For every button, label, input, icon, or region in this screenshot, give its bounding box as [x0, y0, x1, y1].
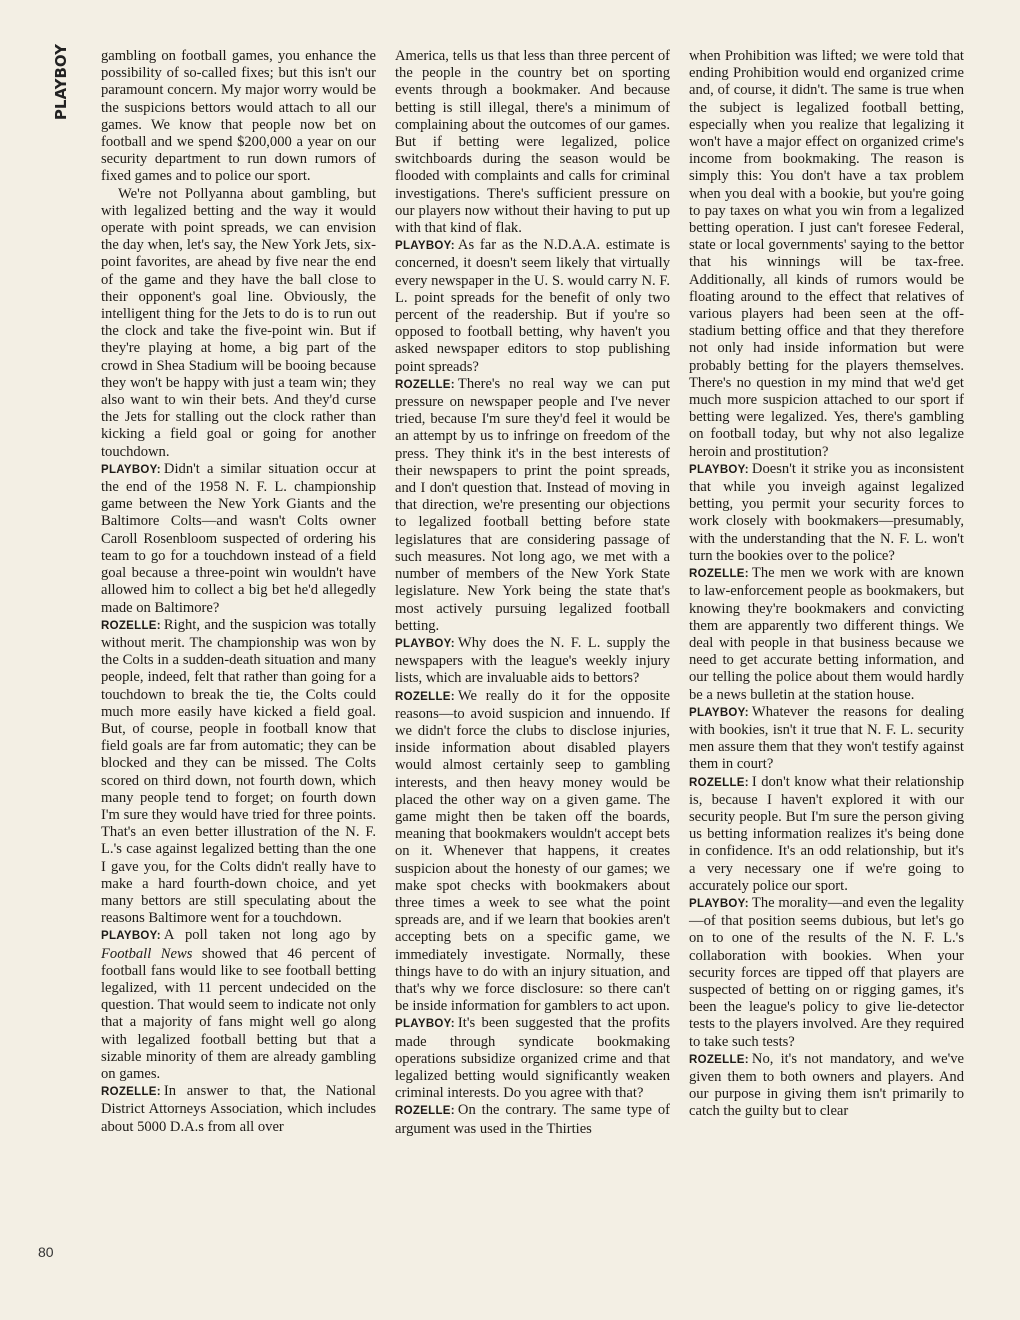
answer: [395, 1102, 670, 1137]
speaker-label: ROZELLE:: [689, 776, 749, 789]
text-column-1: [101, 48, 376, 1136]
question-text: A poll taken not long ago by: [163, 927, 376, 944]
question: [395, 1015, 670, 1102]
paragraph: America, tells us that less than three percent of the people in the country bet on sporting events through a bookmaker. And because betting is still illegal, there's a minimum of complaining about the outcomes of our games. But if betting were legalized, police switchboards during the season would be flooded with complaints and calls for criminal investigations. There's sufficient pressure on our players now without their having to put up with that kind of flak.: [395, 48, 670, 237]
question-text: It's been suggested that the profits made through syndicate bookmaking operations subsidize organized crime and that legalized betting would significantly weaken criminal interests. Do you agree with that?: [395, 1015, 670, 1102]
answer: [395, 688, 670, 1016]
speaker-label: ROZELLE:: [101, 619, 161, 632]
speaker-label: PLAYBOY:: [101, 930, 161, 943]
speaker-label: PLAYBOY:: [101, 463, 161, 476]
question: [395, 635, 670, 688]
answer-text: We really do it for the opposite reasons—to avoid suspicion and innuendo. If we didn't force the clubs to disclose injuries, inside information about disabled players would almost certainly seep to gambling interests, and then heavy money would be placed the other way on a given game. The game might then be taken off the boards, meaning that bookmakers wouldn't accept bets on it. Whenever that happens, it creates suspicion about the honesty of our games; we make spot checks with bookmakers about three times a week to see what the point spreads are, and if we learn that bookies aren't accepting bets on a specific game, we immediately investigate. Normally, these things have to do with an injury situation, and that's why we force disclosure: so there can't be inside information for gamblers to act upon.: [395, 687, 670, 1015]
question: [101, 927, 376, 1083]
speaker-label: PLAYBOY:: [395, 1018, 455, 1031]
publication-title: Football News: [101, 945, 193, 962]
text-column-2: [395, 48, 670, 1138]
text-column-3: [689, 48, 964, 1121]
answer: [689, 774, 964, 895]
answer-text: There's no real way we can put pressure on newspaper people and I've never tried, because I'm sure they'd feel it would be an attempt by us to infringe on freedom of the press. They think it's in the best interests of their newspapers to print the point spreads, and I don't question that. Instead of moving in that direction, we're presenting our objections to legalized football betting before state legislatures that are considering passage of such measures. Not long ago, we met with a number of members of the New York State legislature. New York being the state that's most actively pursuing legalized football betting.: [395, 375, 670, 634]
answer: [689, 565, 964, 704]
speaker-label: PLAYBOY:: [395, 637, 455, 650]
answer: [689, 1051, 964, 1121]
paragraph: when Prohibition was lifted; we were told that ending Prohibition would end organized crime and, of course, it didn't. The same is true when the subject is legalized football betting, especially when you realize that legalizing it won't have a major effect on organized crime's income from bookmaking. The reason is simply this: You don't have a tax problem when you deal with a bookie, but you're going to pay taxes on what you win from a legalized betting operation. I just can't foresee Federal, state or local governments' saying to the bettor that his winnings will be tax-free. Additionally, all kinds of rumors would be floating around to the effect that relatives of various players had been seen at the off-stadium betting office and that they therefore not only had inside information but were probably betting for the players themselves. There's no question in my mind that we'd get much more suspicion attached to our sport if betting were legalized. Yes, there's gambling on football today, but why not also legalize heroin and prostitution?: [689, 48, 964, 460]
question-text: As far as the N.D.A.A. estimate is concerned, it doesn't seem likely that virtually every newspaper in the U. S. would carry N. F. L. point spreads for the benefit of only two percent of the readership. But if you're so opposed to football betting, why haven't you asked newspaper editors to stop publishing point spreads?: [395, 237, 670, 375]
question: [101, 461, 376, 617]
question-text: Didn't a similar situation occur at the end of the 1958 N. F. L. championship game between the New York Giants and the Baltimore Colts—and wasn't Colts owner Caroll Rosenbloom suspected of ordering his team to go for a touchdown instead of a field goal because a three-point win wouldn't have allowed him to collect a big bet he'd allegedly made on Baltimore?: [101, 460, 376, 616]
answer-text: In answer to that, the National District Attorneys Association, which includes about 5000 D.A.s from all over: [101, 1083, 376, 1135]
speaker-label: ROZELLE:: [101, 1086, 161, 1099]
speaker-label: ROZELLE:: [395, 378, 455, 391]
speaker-label: PLAYBOY:: [395, 240, 455, 253]
answer-text: On the contrary. The same type of argument was used in the Thirties: [395, 1102, 670, 1137]
speaker-label: ROZELLE:: [395, 690, 455, 703]
answer: [395, 376, 670, 635]
paragraph: gambling on football games, you enhance the possibility of so-called fixes; but this isn't our paramount concern. My major worry would be the suspicions bettors would attach to all our games. We know that people now bet on football and we spend $200,000 a year on our security department to run down rumors of fixed games and to police our sport.: [101, 48, 376, 185]
magazine-logo: PLAYBOY: [52, 44, 70, 121]
answer: [101, 617, 376, 928]
answer-text: I don't know what their relationship is, because I haven't explored it with our security people. But I'm sure the person giving us betting information realizes it's being done in confidence. It's an odd relationship, but it's a very necessary one if we're going to accurately police our sport.: [689, 773, 964, 894]
page-number: 80: [38, 1244, 54, 1260]
question: [395, 237, 670, 376]
question-text: The morality—and even the legality—of that position seems dubious, but let's go on to one of the results of the N. F. L.'s collaboration with bookies. When your security forces are tipped off that players are suspected of betting on or rigging games, it's been the league's policy to give lie-detector tests to the players involved. Are they required to take such tests?: [689, 894, 964, 1050]
question: [689, 895, 964, 1051]
speaker-label: ROZELLE:: [689, 1053, 749, 1066]
speaker-label: PLAYBOY:: [689, 463, 749, 476]
question: [689, 704, 964, 774]
speaker-label: PLAYBOY:: [689, 897, 749, 910]
speaker-label: PLAYBOY:: [689, 706, 749, 719]
question-text: Whatever the reasons for dealing with bookies, isn't it true that N. F. L. security men assure them that they won't testify against them in court?: [689, 703, 964, 773]
answer-text: No, it's not mandatory, and we've given them to both owners and players. And our purpose in giving them isn't primarily to catch the guilty but to clear: [689, 1050, 964, 1120]
question: [689, 461, 964, 565]
question-text: showed that 46 percent of football fans would like to see football betting legalized, with 11 percent undecided on the question. That would seem to indicate not only that a majority of fans might well go along with legalized football betting but that a sizable minority of them are already gambling on games.: [101, 945, 376, 1082]
question-text: Doesn't it strike you as inconsistent that while you inveigh against legalized betting, you permit your security forces to work closely with bookmakers—presumably, with the understanding that the N. F. L. won't turn the bookies over to the police?: [689, 460, 964, 564]
question-text: Why does the N. F. L. supply the newspapers with the league's weekly injury lists, which are invaluable aids to bettors?: [395, 634, 670, 687]
answer-text: Right, and the suspicion was totally without merit. The championship was won by the Colts in a sudden-death situation and many people, indeed, felt that rather than going for a touchdown to break the tie, the Colts could much more easily have kicked a field goal. But, of course, people in football know that field goals are far from automatic; they can be blocked and they can be missed. The Colts scored on third down, not fourth down, which many people tend to forget; on fourth down I'm sure they would have tried for three points. That's an even better illustration of the N. F. L.'s case against legalized betting than the one I gave you, for the Colts didn't really have to make a hard fourth-down choice, and yet many bettors are still speculating about the reasons Baltimore went for a touchdown.: [101, 616, 376, 927]
answer-text: The men we work with are known to law-enforcement people as bookmakers, but knowing they're bookmakers and convicting them are apparently two different things. We deal with people in that business because we need to get accurate betting information, and our telling the police about them would hardly be a news bulletin at the station house.: [689, 565, 964, 703]
speaker-label: ROZELLE:: [689, 568, 749, 581]
paragraph: We're not Pollyanna about gambling, but with legalized betting and the way it would operate with point spreads, we can envision the day when, let's say, the New York Jets, six-point favorites, are ahead by five near the end of the game and they have the ball close to their opponent's goal line. Obviously, the intelligent thing for the Jets to do is to run out the clock and take the five-point win. But if they're playing at home, a big part of the crowd in Shea Stadium will be booing because they won't be happy with just a team win; they also want to win their bets. And they'd curse the Jets for stalling out the clock rather than kicking a field goal or going for another touchdown.: [101, 185, 376, 460]
answer: [101, 1083, 376, 1136]
speaker-label: ROZELLE:: [395, 1105, 455, 1118]
